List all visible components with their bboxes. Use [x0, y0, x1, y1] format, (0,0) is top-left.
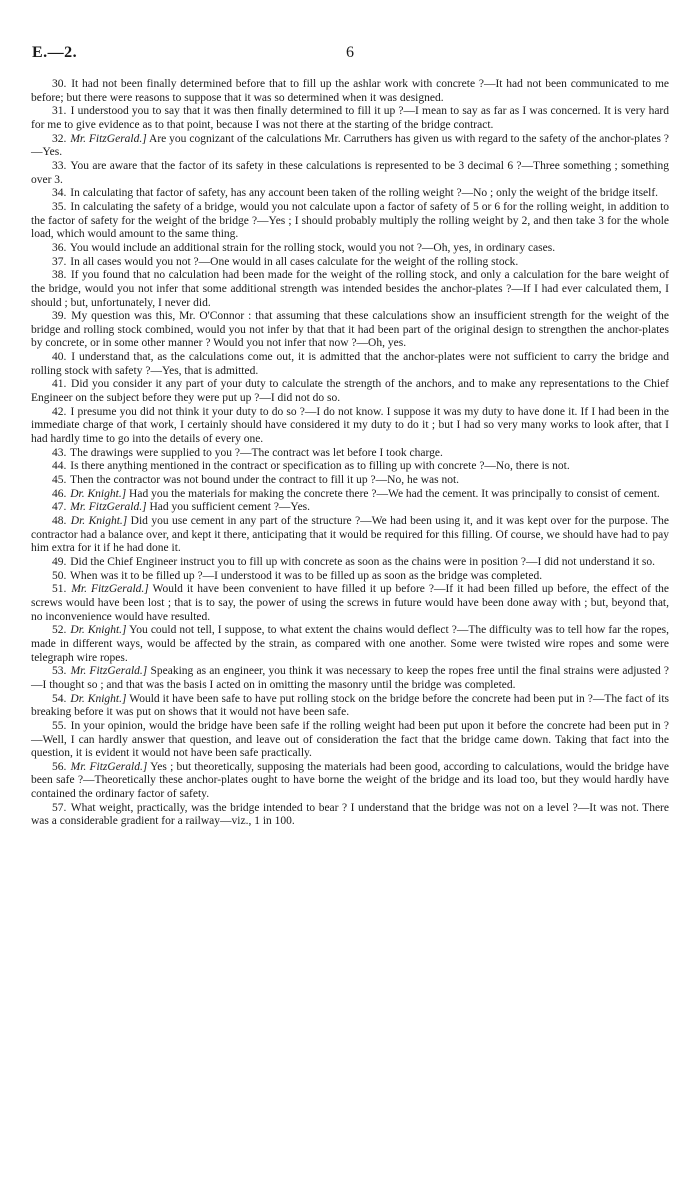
question-number: 55. [52, 719, 67, 732]
question-number: 39. [52, 310, 67, 323]
question-number: 54. [52, 692, 67, 705]
question-number: 45. [52, 474, 67, 487]
question-number: 42. [52, 405, 67, 418]
question-number: 43. [52, 446, 67, 459]
speaker-label: Mr. FitzGerald.] [71, 583, 149, 596]
question-text: Yes ; but theoretically, supposing the materials had been good, according to calculations, would the bridge have been safe ?—Theoretically these anchor-plates ought to have borne the weight of the bridge and its load too, but they would hardly have contained the ordinary factor of safety. [31, 760, 669, 801]
question-paragraph [31, 447, 669, 461]
question-number: 41. [52, 378, 67, 391]
question-paragraph [31, 624, 669, 665]
question-paragraph [31, 460, 669, 474]
question-text: What weight, practically, was the bridge intended to bear ? I understand that the bridge was not on a level ?—It was not. There was a considerable gradient for a railway—viz., 1 in 100. [31, 801, 669, 828]
speaker-label: Dr. Knight.] [70, 692, 127, 705]
question-text: Had you sufficient cement ?—Yes. [149, 501, 311, 514]
speaker-label: Dr. Knight.] [70, 624, 127, 637]
question-paragraph [31, 693, 669, 720]
speaker-label: Mr. FitzGerald.] [70, 665, 148, 678]
question-text: Had you the materials for making the concrete there ?—We had the cement. It was principally to consist of cement. [129, 487, 660, 500]
question-text: In your opinion, would the bridge have been safe if the rolling weight had been put upon it before the concrete had been put in ?—Well, I can hardly answer that question, and leave out of consideration the fact that the bridge came down. Taking that fact into the question, it is evident it would not have been safe practically. [31, 719, 669, 760]
question-number: 53. [52, 665, 67, 678]
page-header [32, 44, 668, 64]
question-paragraph [31, 133, 669, 160]
question-number: 56. [52, 760, 67, 773]
question-paragraph [31, 160, 669, 187]
question-paragraph [31, 269, 669, 310]
question-number: 51. [52, 583, 67, 596]
question-number: 33. [52, 159, 67, 172]
question-number: 46. [52, 487, 67, 500]
question-number: 40. [52, 351, 67, 364]
question-paragraph [31, 583, 669, 624]
question-number: 32. [52, 132, 67, 145]
question-paragraph [31, 665, 669, 692]
speaker-label: Mr. FitzGerald.] [70, 501, 147, 514]
question-paragraph [31, 488, 669, 502]
question-text: You would include an additional strain for the rolling stock, would you not ?—Oh, yes, in ordinary cases. [69, 241, 556, 254]
question-number: 52. [52, 624, 67, 637]
question-text: I understand that, as the calculations come out, it is admitted that the anchor-plates were not sufficient to carry the bridge and rolling stock with safety ?—Yes, that is admitted. [31, 351, 670, 377]
question-paragraph [31, 802, 669, 829]
question-text: I presume you did not think it your duty to do so ?—I do not know. I suppose it was my duty to have done it. If I had been in the immediate charge of that work, I certainly should have considered it my duty to do it ; but I had so very many works to look after, that I had hardly time to go into the details of every one. [31, 405, 669, 446]
question-paragraph [31, 556, 669, 570]
speaker-label: Dr. Knight.] [70, 515, 128, 527]
question-text: In calculating that factor of safety, has any account been taken of the rolling weight ?—No ; only the weight of the bridge itself. [70, 187, 659, 200]
question-text: Did the Chief Engineer instruct you to fill up with concrete as soon as the chains were in position ?—I did not understand it so. [70, 555, 656, 568]
speaker-label: Mr. FitzGerald.] [70, 132, 147, 145]
question-paragraph [31, 201, 669, 242]
question-paragraph [31, 187, 669, 201]
question-paragraph [31, 570, 669, 584]
question-number: 30. [52, 78, 67, 90]
question-text: When was it to be filled up ?—I understood it was to be filled up as soon as the bridge was completed. [70, 569, 543, 582]
question-number: 31. [52, 105, 67, 118]
question-paragraph [31, 105, 669, 132]
question-number: 44. [52, 460, 67, 473]
question-text: You are aware that the factor of its safety in these calculations is represented to be 3 decimal 6 ?—Three something ; something over 3. [31, 159, 669, 186]
question-text: If you found that no calculation had been made for the weight of the rolling stock, and only a calculation for the bare weight of the bridge, would you not infer that some additional strength was intended besides the anchor-plates ?—If I had ever calculated them, I should ; but, unfortunately, I never did. [31, 269, 670, 309]
question-number: 57. [52, 801, 67, 814]
question-text: Did you use cement in any part of the structure ?—We had been using it, and it was kept over for the purpose. The contractor had a balance over, and kept it there, anticipating that it would be required for this filling. Of course, we should have had to pay him extra for it if he had done it. [31, 515, 670, 555]
question-paragraph [31, 256, 669, 270]
question-paragraph [31, 515, 669, 556]
question-text: It had not been finally determined before that to fill up the ashlar work with concrete ?—It had not been communicated to me before; but there were reasons to suppose that it was so determined when it was designed. [31, 78, 670, 104]
question-paragraph [31, 78, 669, 105]
question-text: My question was this, Mr. O'Connor : that assuming that these calculations show an insufficient strength for the weight of the bridge and rolling stock combined, would you not infer by that that it had been part of the original design to strengthen the anchor-plates by concrete, or in some other manner ? Would you not infer that now ?—Oh, yes. [31, 310, 669, 350]
question-number: 48. [52, 515, 67, 527]
question-text: I understood you to say that it was then finally determined to fill it up ?—I mean to say as far as I was concerned. It is very hard for me to give evidence as to that point, because I was not there at the starting of the bridge contract. [31, 105, 670, 131]
question-paragraph [31, 720, 669, 761]
question-text: Is there anything mentioned in the contract or specification as to filling up with concrete ?—No, there is not. [70, 460, 570, 473]
question-paragraph [31, 310, 669, 351]
question-text: In all cases would you not ?—One would in all cases calculate for the weight of the rolling stock. [70, 255, 519, 268]
question-number: 37. [52, 255, 67, 268]
question-number: 47. [52, 501, 67, 514]
question-text: Would it have been safe to have put rolling stock on the bridge before the concrete had been put in ?—The fact of its breaking before it was put on shows that it would not have been safe. [31, 692, 669, 719]
page-number: 6 [346, 44, 354, 61]
question-text: Then the contractor was not bound under the contract to fill it up ?—No, he was not. [70, 474, 460, 487]
question-text: Speaking as an engineer, you think it was necessary to keep the ropes free until the final strains were adjusted ?—I thought so ; and that was the basis I acted on in omitting the masonry until the bridge was completed. [31, 665, 670, 691]
question-number: 36. [52, 241, 67, 254]
question-paragraph [31, 242, 669, 256]
question-paragraph [31, 474, 669, 488]
evidence-body [31, 78, 669, 829]
question-paragraph [31, 501, 669, 515]
question-paragraph [31, 406, 669, 447]
question-text: In calculating the safety of a bridge, would you not calculate upon a factor of safety of 5 or 6 for the rolling weight, in addition to the factor of safety for the weight of the bridge ?—Yes ; I should probably multiply the rolling weight by 2, and then take 3 for the whole load, which would amount to the same thing. [31, 200, 670, 241]
question-paragraph [31, 761, 669, 802]
question-text: Would it have been convenient to have filled it up before ?—If it had been filled up before, the effect of the screws would have been lost ; that is to say, the power of using the screws in future would have been done away with ; but, beyond that, no inconvenience would have resulted. [31, 583, 670, 623]
question-text: Did you consider it any part of your duty to calculate the strength of the anchors, and to make any representations to the Chief Engineer on the subject before they were put up ?—I did not do so. [31, 378, 670, 405]
question-number: 38. [52, 269, 67, 282]
question-number: 50. [52, 569, 67, 582]
speaker-label: Dr. Knight.] [70, 487, 127, 500]
speaker-label: Mr. FitzGerald.] [70, 760, 148, 773]
question-text: Are you cognizant of the calculations Mr. Carruthers has given us with regard to the safety of the anchor-plates ?—Yes. [31, 132, 669, 159]
question-text: You could not tell, I suppose, to what extent the chains would deflect ?—The difficulty was to tell how far the ropes, made in different ways, would be affected by the strain, as compared with one another. Some were twisted wire ropes and some were telegraph wire ropes. [31, 624, 670, 664]
question-number: 49. [52, 555, 67, 568]
question-number: 35. [52, 200, 67, 213]
question-number: 34. [52, 187, 67, 200]
series-code: E.—2. [32, 44, 78, 61]
question-paragraph [31, 351, 669, 378]
question-paragraph [31, 378, 669, 405]
question-text: The drawings were supplied to you ?—The contract was let before I took charge. [70, 446, 443, 459]
